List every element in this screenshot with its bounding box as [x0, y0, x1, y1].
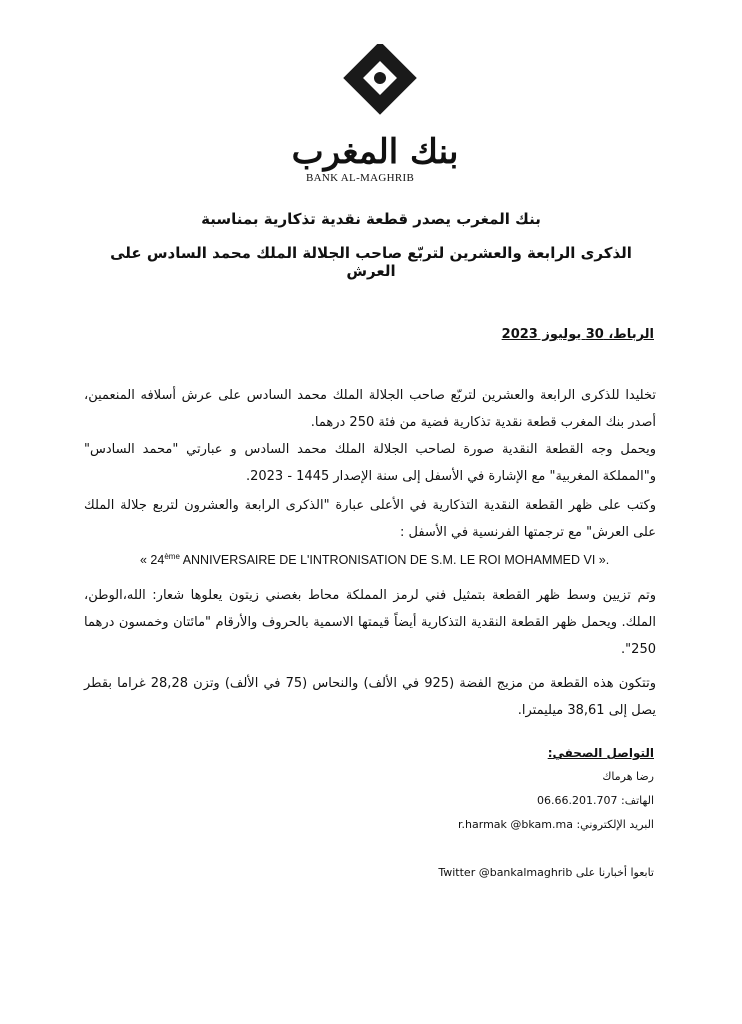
french-inscription	[140, 552, 660, 567]
body-paragraph-4: وتم تزيين وسط ظهر القطعة بتمثيل فني لرمز المملكة محاط بغصني زيتون يعلوها شعار: الله،الوطن، الملك. ويحمل ظهر القطعة النقدية التذكارية أيضاً قيمتها الاسمية بالحروف والأرقام "مائتان وخمسون درهما 250".	[84, 588, 656, 657]
bank-al-maghrib-logo	[290, 44, 470, 184]
french-inscription-sup: ème	[164, 552, 180, 561]
logo-arabic-name: بنك المغرب	[291, 132, 459, 172]
press-contact-heading: التواصل الصحفي:	[547, 746, 654, 760]
headline-line-1: بنك المغرب يصدر قطعة نقدية تذكارية بمناسبة	[201, 210, 541, 228]
phone-number[interactable]: 06.66.201.707	[537, 794, 618, 807]
body-paragraph-2: ويحمل وجه القطعة النقدية صورة لصاحب الجلالة الملك محمد السادس و عبارتي "محمد السادس" و"المملكة المغربية" مع الإشارة في الأسفل إلى سنة الإصدار 1445 - 2023.	[84, 442, 656, 484]
press-contact-name: رضا هرماك	[602, 770, 654, 783]
body-paragraph-5: وتتكون هذه القطعة من مزيج الفضة (925 في الألف) والنحاس (75 في الألف) وتزن 28,28 غراما بقطر يصل إلى 38,61 ميليمترا.	[84, 676, 656, 718]
body-paragraph-3: وكتب على ظهر القطعة النقدية التذكارية في الأعلى عبارة "الذكرى الرابعة والعشرون لتربع جلالة الملك على العرش" مع ترجمتها الفرنسية في الأسفل :	[84, 498, 656, 540]
press-contact-email	[458, 818, 654, 831]
french-inscription-rest: ANNIVERSAIRE DE L'INTRONISATION DE S.M. LE ROI MOHAMMED VI ».	[179, 553, 610, 568]
email-label: البريد الإلكتروني:	[576, 818, 654, 831]
french-inscription-open: « 24	[140, 553, 165, 568]
logo-latin-name: BANK AL-MAGHRIB	[306, 172, 415, 184]
dateline: الرباط، 30 يوليوز 2023	[501, 327, 654, 342]
twitter-handle[interactable]: Twitter @bankalmaghrib	[438, 866, 573, 879]
follow-label: تابعوا أخبارنا على	[575, 866, 654, 879]
headline-line-2: الذكرى الرابعة والعشرين لتربّع صاحب الجلالة الملك محمد السادس على العرش	[110, 244, 632, 280]
social-follow-line	[438, 866, 654, 879]
body-paragraph-1: تخليدا للذكرى الرابعة والعشرين لتربّع صاحب الجلالة الملك محمد السادس على عرش أسلافه المنعمين، أصدر بنك المغرب قطعة نقدية تذكارية فضية من فئة 250 درهما.	[84, 388, 656, 430]
email-address[interactable]: r.harmak @bkam.ma	[458, 818, 573, 831]
logo-emblem-icon	[290, 44, 470, 134]
phone-label: الهاتف:	[621, 794, 654, 807]
press-contact-phone	[537, 794, 654, 807]
